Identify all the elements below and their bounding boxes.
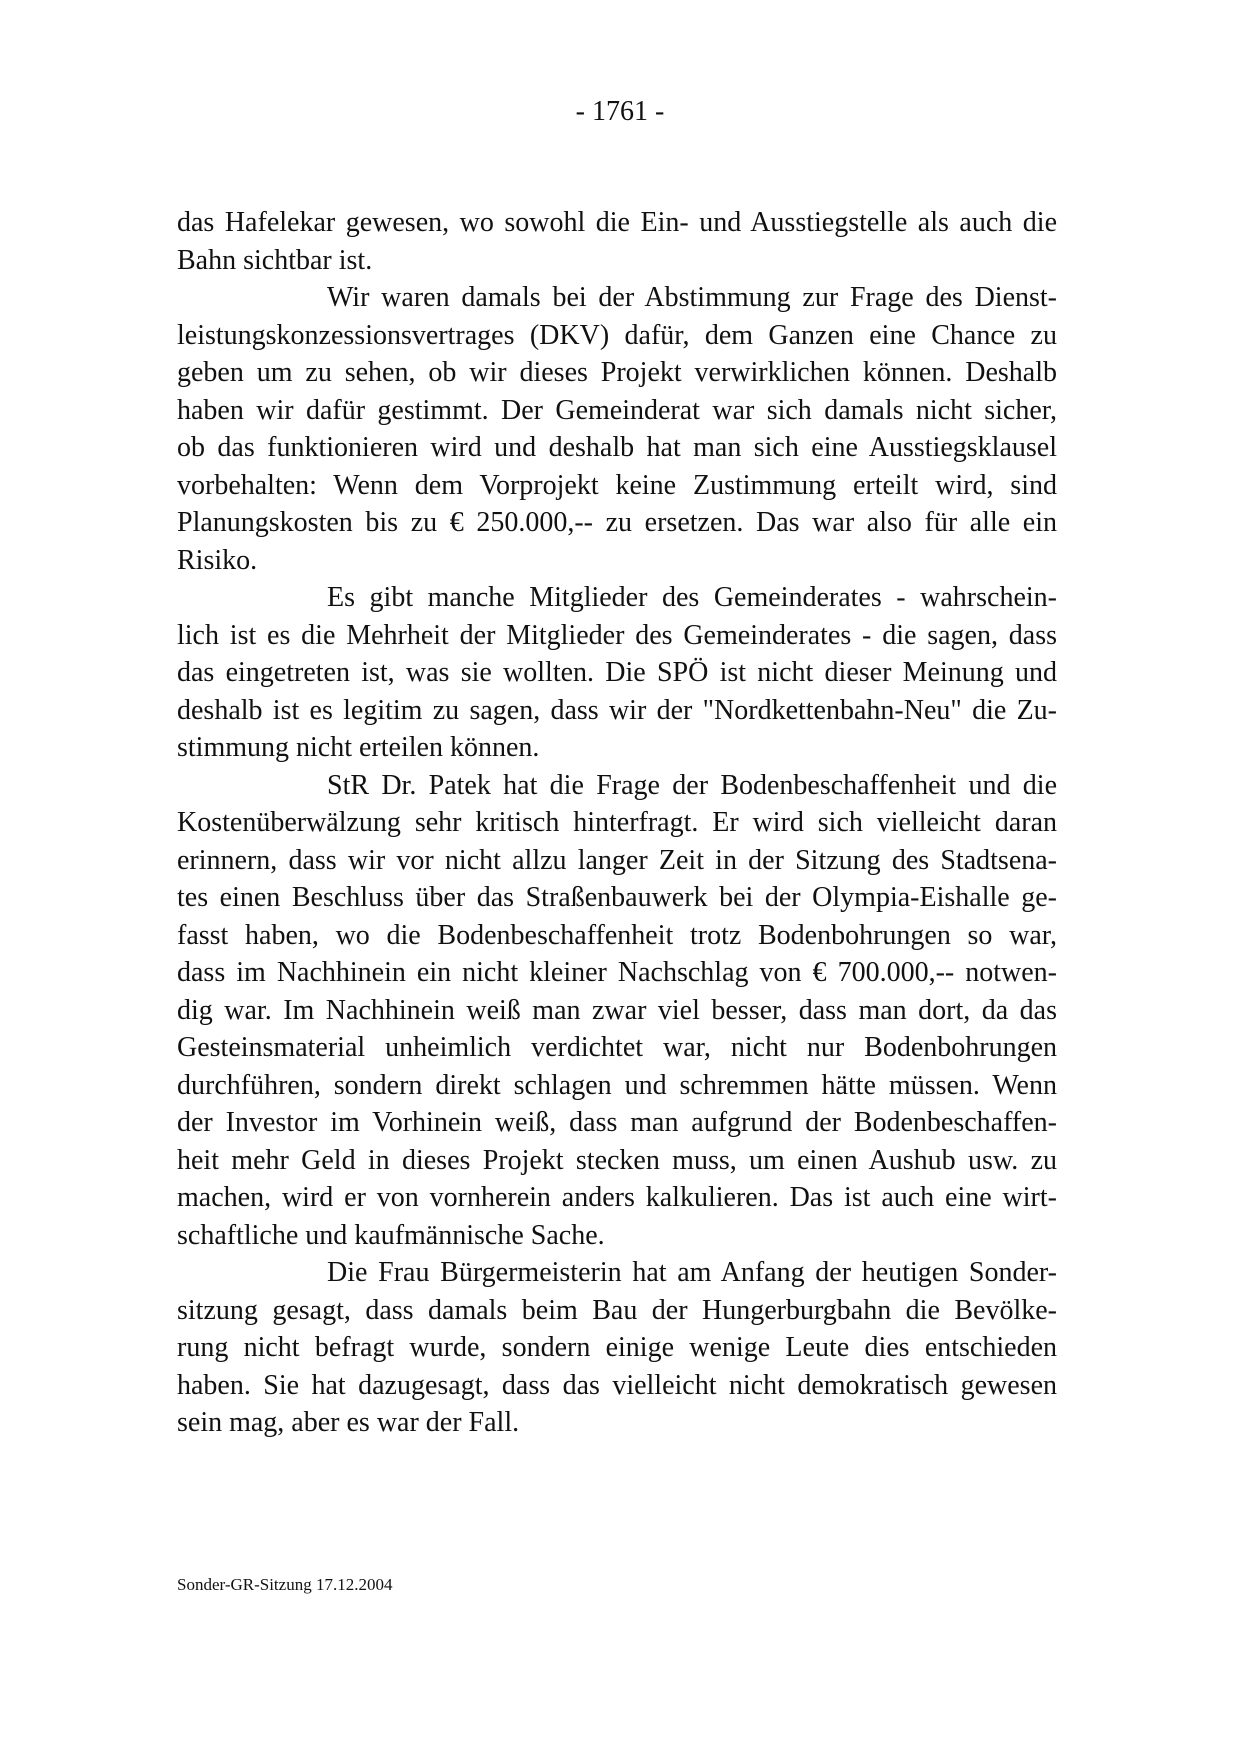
text-line: Bahn sichtbar ist. [177,244,373,276]
text-line: heit mehr Geld in dieses Projekt stecken muss, um einen Aushub usw. zu [177,1144,1057,1176]
text-line: deshalb ist es legitim zu sagen, dass wir der "Nordkettenbahn-Neu" die Zu- [177,694,1057,726]
paragraph-2 [177,279,1057,579]
text-line: rung nicht befragt wurde, sondern einige wenige Leute dies entschieden [177,1332,1057,1363]
text-line: geben um zu sehen, ob wir dieses Projekt verwirklichen können. Deshalb [177,357,1057,388]
paragraph-1 [177,204,1057,279]
text-line: Die Frau Bürgermeisterin hat am Anfang der heutigen Sonder- [327,1257,1057,1288]
text-line: StR Dr. Patek hat die Frage der Bodenbeschaffenheit und die [327,769,1057,801]
paragraph-5 [177,1254,1057,1442]
text-line: leistungskonzessionsvertrages (DKV) dafür, dem Ganzen eine Chance zu [177,319,1057,351]
text-line: lich ist es die Mehrheit der Mitglieder des Gemeinderates - die sagen, dass [177,619,1057,651]
text-line: Gesteinsmaterial unheimlich verdichtet war, nicht nur Bodenbohrungen [177,1032,1057,1063]
text-line: Es gibt manche Mitglieder des Gemeinderates - wahrschein- [327,582,1057,613]
text-line: vorbehalten: Wenn dem Vorprojekt keine Zustimmung erteilt wird, sind [177,469,1057,501]
text-line: schaftliche und kaufmännische Sache. [177,1219,605,1251]
paragraph-3 [177,579,1057,767]
footer-session-label: Sonder-GR-Sitzung 17.12.2004 [177,1575,393,1594]
text-line: das eingetreten ist, was sie wollten. Die SPÖ ist nicht dieser Meinung und [177,657,1057,688]
text-line: dig war. Im Nachhinein weiß man zwar viel besser, dass man dort, da das [177,994,1057,1026]
text-line: Planungskosten bis zu € 250.000,-- zu ersetzen. Das war also für alle ein [177,507,1057,538]
text-line: machen, wird er von vornherein anders kalkulieren. Das ist auch eine wirt- [177,1182,1057,1213]
text-line: Kostenüberwälzung sehr kritisch hinterfragt. Er wird sich vielleicht daran [177,807,1057,838]
text-line: stimmung nicht erteilen können. [177,732,540,763]
document-body [177,204,1057,1442]
text-line: Wir waren damals bei der Abstimmung zur Frage des Dienst- [327,282,1057,313]
paragraph-4 [177,767,1057,1255]
text-line: der Investor im Vorhinein weiß, dass man aufgrund der Bodenbeschaffen- [177,1107,1057,1138]
text-line: das Hafelekar gewesen, wo sowohl die Ein- und Ausstiegstelle als auch die [177,207,1057,238]
text-line: tes einen Beschluss über das Straßenbauwerk bei der Olympia-Eishalle ge- [177,882,1057,913]
text-line: sein mag, aber es war der Fall. [177,1407,520,1438]
text-line: erinnern, dass wir vor nicht allzu langer Zeit in der Sitzung des Stadtsena- [177,844,1057,876]
text-line: durchführen, sondern direkt schlagen und schremmen hätte müssen. Wenn [177,1069,1057,1101]
page-number: - 1761 - [575,96,665,127]
text-line: dass im Nachhinein ein nicht kleiner Nachschlag von € 700.000,-- notwen- [177,957,1057,988]
text-line: haben wir dafür gestimmt. Der Gemeinderat war sich damals nicht sicher, [177,394,1057,426]
text-line: haben. Sie hat dazugesagt, dass das vielleicht nicht demokratisch gewesen [177,1369,1057,1401]
text-line: ob das funktionieren wird und deshalb hat man sich eine Ausstiegsklausel [177,432,1057,463]
text-line: Risiko. [177,544,258,576]
text-line: sitzung gesagt, dass damals beim Bau der Hungerburgbahn die Bevölke- [177,1294,1057,1326]
text-line: fasst haben, wo die Bodenbeschaffenheit trotz Bodenbohrungen so war, [177,919,1057,951]
